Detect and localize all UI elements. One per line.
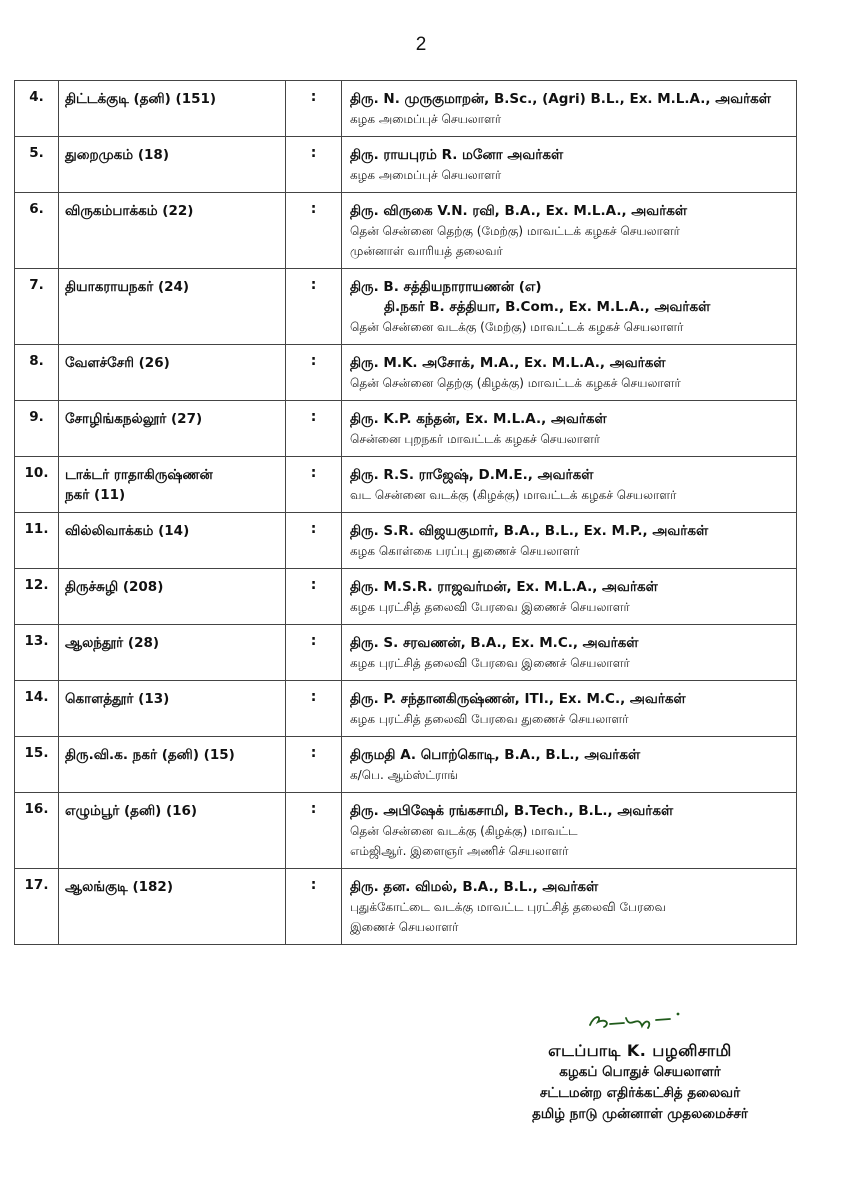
candidate-name: திரு. தன. விமல், B.A., B.L., அவர்கள் <box>350 879 599 895</box>
constituency-cell <box>59 793 286 869</box>
table-row <box>15 513 797 569</box>
candidate-cell <box>342 513 797 569</box>
signature-block <box>490 1005 790 1125</box>
candidate-name: திரு. S.R. விஜயகுமார், B.A., B.L., Ex. M.P., அவர்கள் <box>350 523 709 539</box>
signer-title: கழகப் பொதுச் செயலாளர் <box>559 1064 721 1080</box>
separator-colon: : <box>286 513 342 569</box>
candidate-name: திரு. K.P. கந்தன், Ex. M.L.A., அவர்கள் <box>350 411 607 427</box>
table-row <box>15 345 797 401</box>
candidate-name: திரு. S. சரவணன், B.A., Ex. M.C., அவர்கள் <box>350 635 639 651</box>
row-number: 11. <box>15 513 59 569</box>
candidate-role: எம்ஜிஆர். இளைஞர் அணிச் செயலாளர் <box>350 844 569 858</box>
signer-title: தமிழ் நாடு முன்னாள் முதலமைச்சர் <box>532 1106 748 1122</box>
row-number: 13. <box>15 625 59 681</box>
separator-colon: : <box>286 269 342 345</box>
constituency-cell <box>59 513 286 569</box>
row-number: 8. <box>15 345 59 401</box>
candidate-role: வட சென்னை வடக்கு (கிழக்கு) மாவட்டக் கழகச் செயலாளர் <box>350 488 677 502</box>
constituency-cell <box>59 625 286 681</box>
constituency-name: ஆலந்தூர் (28) <box>65 635 160 651</box>
constituency-name: நகர் (11) <box>65 487 126 503</box>
candidate-cell <box>342 269 797 345</box>
candidate-name: திரு. அபிஷேக் ரங்கசாமி, B.Tech., B.L., அவர்கள் <box>350 803 674 819</box>
table-row <box>15 869 797 945</box>
separator-colon: : <box>286 81 342 137</box>
candidate-role: தென் சென்னை வடக்கு (கிழக்கு) மாவட்ட <box>350 824 578 838</box>
candidate-role: சென்னை புறநகர் மாவட்டக் கழகச் செயலாளர் <box>350 432 601 446</box>
handwritten-signature <box>580 1005 700 1037</box>
candidate-role: கழக அமைப்புச் செயலாளர் <box>350 112 502 126</box>
table-row <box>15 269 797 345</box>
constituency-cell <box>59 137 286 193</box>
constituency-cell <box>59 269 286 345</box>
constituency-cell <box>59 681 286 737</box>
constituency-name: எழும்பூர் (தனி) (16) <box>65 803 198 819</box>
candidate-cell <box>342 793 797 869</box>
table-row <box>15 793 797 869</box>
constituency-name: வேளச்சேரி (26) <box>65 355 170 371</box>
row-number: 9. <box>15 401 59 457</box>
candidate-cell <box>342 137 797 193</box>
separator-colon: : <box>286 193 342 269</box>
constituency-name: வில்லிவாக்கம் (14) <box>65 523 190 539</box>
separator-colon: : <box>286 625 342 681</box>
candidate-cell <box>342 457 797 513</box>
candidate-cell <box>342 193 797 269</box>
candidate-cell <box>342 569 797 625</box>
separator-colon: : <box>286 345 342 401</box>
constituency-name: சோழிங்கநல்லூர் (27) <box>65 411 203 427</box>
row-number: 10. <box>15 457 59 513</box>
candidate-cell <box>342 737 797 793</box>
constituency-name: திருச்சுழி (208) <box>65 579 164 595</box>
row-number: 4. <box>15 81 59 137</box>
constituency-cell <box>59 737 286 793</box>
row-number: 16. <box>15 793 59 869</box>
table-row <box>15 457 797 513</box>
candidate-role: க/பெ. ஆம்ஸ்ட்ராங் <box>350 768 458 782</box>
candidate-role: தென் சென்னை தெற்கு (கிழக்கு) மாவட்டக் கழகச் செயலாளர் <box>350 376 681 390</box>
candidate-name: திரு. P. சந்தானகிருஷ்ணன், ITI., Ex. M.C., அவர்கள் <box>350 691 686 707</box>
row-number: 17. <box>15 869 59 945</box>
table-row <box>15 569 797 625</box>
table-row <box>15 137 797 193</box>
candidate-table <box>14 80 797 945</box>
candidate-role: கழக புரட்சித் தலைவி பேரவை இணைச் செயலாளர் <box>350 656 630 670</box>
constituency-name: தியாகராயநகர் (24) <box>65 279 190 295</box>
constituency-name: துறைமுகம் (18) <box>65 147 169 163</box>
constituency-cell <box>59 345 286 401</box>
separator-colon: : <box>286 569 342 625</box>
table-row <box>15 625 797 681</box>
candidate-name: திரு. விருகை V.N. ரவி, B.A., Ex. M.L.A., அவர்கள் <box>350 203 688 219</box>
constituency-cell <box>59 869 286 945</box>
candidate-cell <box>342 401 797 457</box>
row-number: 15. <box>15 737 59 793</box>
constituency-name: டாக்டர் ராதாகிருஷ்ணன் <box>65 467 213 483</box>
separator-colon: : <box>286 869 342 945</box>
table-row <box>15 81 797 137</box>
separator-colon: : <box>286 457 342 513</box>
constituency-name: திட்டக்குடி (தனி) (151) <box>65 91 217 107</box>
candidate-name: திரு. R.S. ராஜேஷ், D.M.E., அவர்கள் <box>350 467 594 483</box>
candidate-cell <box>342 345 797 401</box>
candidate-name: திரு. M.K. அசோக், M.A., Ex. M.L.A., அவர்கள் <box>350 355 666 371</box>
candidate-role: தென் சென்னை தெற்கு (மேற்கு) மாவட்டக் கழகச் செயலாளர் <box>350 224 680 238</box>
constituency-cell <box>59 401 286 457</box>
separator-colon: : <box>286 793 342 869</box>
table-row <box>15 401 797 457</box>
candidate-role: கழக கொள்கை பரப்பு துணைச் செயலாளர் <box>350 544 580 558</box>
separator-colon: : <box>286 137 342 193</box>
candidate-name: திருமதி A. பொற்கொடி, B.A., B.L., அவர்கள் <box>350 747 641 763</box>
constituency-name: விருகம்பாக்கம் (22) <box>65 203 194 219</box>
constituency-cell <box>59 569 286 625</box>
row-number: 12. <box>15 569 59 625</box>
separator-colon: : <box>286 681 342 737</box>
signer-name: எடப்பாடி K. பழனிசாமி <box>548 1041 732 1060</box>
candidate-cell <box>342 81 797 137</box>
candidate-role: கழக அமைப்புச் செயலாளர் <box>350 168 502 182</box>
candidate-name: தி.நகர் B. சத்தியா, B.Com., Ex. M.L.A., அவர்கள் <box>384 299 711 315</box>
constituency-cell <box>59 81 286 137</box>
table-row <box>15 193 797 269</box>
table-row <box>15 737 797 793</box>
row-number: 7. <box>15 269 59 345</box>
candidate-cell <box>342 625 797 681</box>
candidate-name: திரு. N. முருகுமாறன், B.Sc., (Agri) B.L., Ex. M.L.A., அவர்கள் <box>350 91 771 107</box>
row-number: 5. <box>15 137 59 193</box>
candidate-cell <box>342 681 797 737</box>
separator-colon: : <box>286 737 342 793</box>
page-number: 2 <box>415 34 427 55</box>
candidate-role: முன்னாள் வாரியத் தலைவர் <box>350 244 503 258</box>
constituency-cell <box>59 193 286 269</box>
separator-colon: : <box>286 401 342 457</box>
constituency-name: திரு.வி.க. நகர் (தனி) (15) <box>65 747 235 763</box>
constituency-name: கொளத்தூர் (13) <box>65 691 170 707</box>
row-number: 14. <box>15 681 59 737</box>
candidate-role: கழக புரட்சித் தலைவி பேரவை துணைச் செயலாளர் <box>350 712 629 726</box>
signer-title: சட்டமன்ற எதிர்க்கட்சித் தலைவர் <box>539 1085 741 1101</box>
candidate-name: திரு. ராயபுரம் R. மனோ அவர்கள் <box>350 147 564 163</box>
candidate-cell <box>342 869 797 945</box>
candidate-name: திரு. B. சத்தியநாராயணன் (எ) <box>350 279 542 295</box>
candidate-role: கழக புரட்சித் தலைவி பேரவை இணைச் செயலாளர் <box>350 600 630 614</box>
candidate-name: திரு. M.S.R. ராஜவர்மன், Ex. M.L.A., அவர்கள் <box>350 579 658 595</box>
constituency-name: ஆலங்குடி (182) <box>65 879 173 895</box>
row-number: 6. <box>15 193 59 269</box>
table-row <box>15 681 797 737</box>
constituency-cell <box>59 457 286 513</box>
candidate-role: தென் சென்னை வடக்கு (மேற்கு) மாவட்டக் கழகச் செயலாளர் <box>350 320 684 334</box>
candidate-role: இணைச் செயலாளர் <box>350 920 459 934</box>
candidate-role: புதுக்கோட்டை வடக்கு மாவட்ட புரட்சித் தலைவி பேரவை <box>350 900 666 914</box>
candidate-table-body <box>15 81 797 945</box>
